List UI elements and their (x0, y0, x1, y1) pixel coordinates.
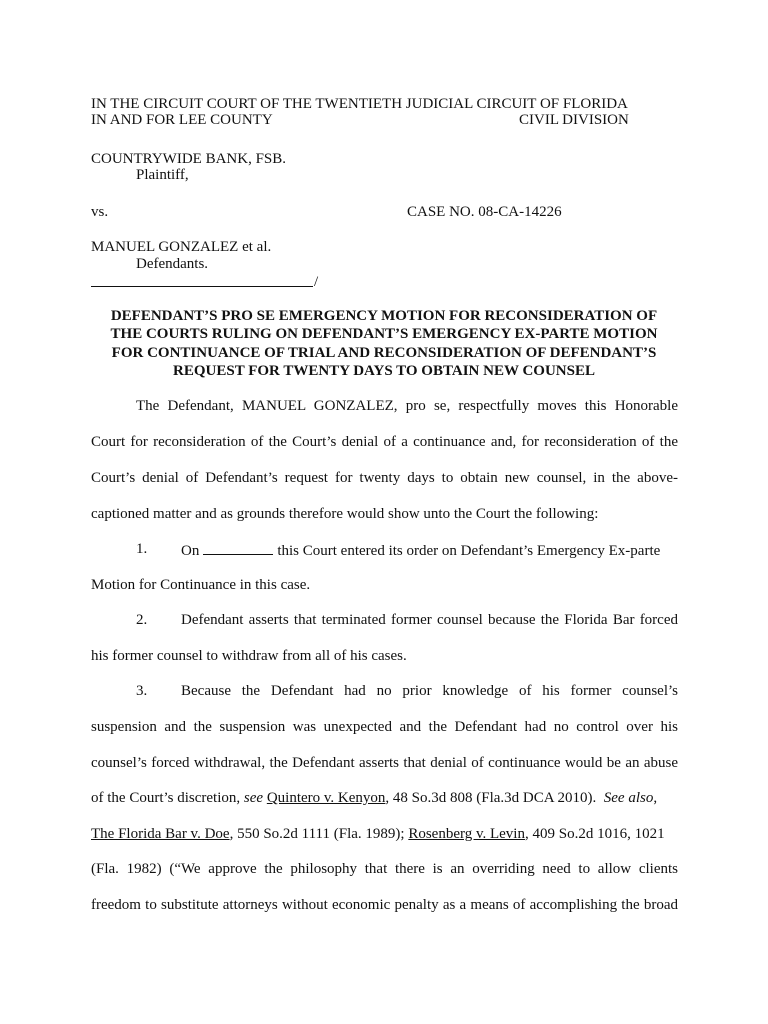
intro-line-3: Court’s denial of Defendant’s request for twenty days to obtain new counsel, in the above- (91, 470, 678, 486)
para-2-line-1: Defendant asserts that terminated former counsel because the Florida Bar forced (181, 612, 678, 628)
para-2-line-2: his former counsel to withdraw from all of his cases. (91, 648, 407, 664)
case-florida-bar-doe: The Florida Bar v. Doe (91, 826, 230, 842)
citation-rosenberg: , 409 So.2d 1016, 1021 (524, 826, 665, 842)
para-1-line-2: Motion for Continuance in this case. (91, 577, 311, 593)
signal-see-also: See also (603, 790, 654, 806)
case-number: CASE NO. 08-CA-14226 (407, 204, 562, 220)
intro-line-2: Court for reconsideration of the Court’s denial of a continuance and, for reconsideration of the (91, 434, 678, 450)
motion-title-line-3: FOR CONTINUANCE OF TRIAL AND RECONSIDERATION OF DEFENDANT’S (111, 345, 657, 361)
para-3-number: 3. (136, 683, 148, 699)
para-3-line-5 (91, 825, 665, 843)
date-blank (203, 540, 273, 555)
versus-label: vs. (91, 204, 109, 220)
citation-doe: , 550 So.2d 1111 (Fla. 1989); (229, 826, 405, 842)
para-1-number: 1. (136, 541, 148, 557)
motion-title-line-2: THE COURTS RULING ON DEFENDANT’S EMERGENCY EX-PARTE MOTION (110, 326, 658, 342)
citation-quintero: , 48 So.3d 808 (Fla.3d DCA 2010). (385, 790, 597, 806)
para-3-line-4 (91, 789, 657, 807)
court-name-line: IN THE CIRCUIT COURT OF THE TWENTIETH JUDICIAL CIRCUIT OF FLORIDA (91, 96, 628, 112)
citation-lead: of the Court’s discretion, (91, 790, 241, 806)
para-1-on: On (181, 543, 200, 559)
comma: , (653, 790, 658, 806)
para-1-line-1 (181, 540, 660, 560)
para-3-line-1: Because the Defendant had no prior knowledge of his former counsel’s (181, 683, 678, 699)
para-3-line-7: freedom to substitute attorneys without economic penalty as a means of accomplishing the broad (91, 897, 678, 913)
intro-line-1: The Defendant, MANUEL GONZALEZ, pro se, respectfully moves this Honorable (136, 398, 678, 414)
motion-title-line-1: DEFENDANT’S PRO SE EMERGENCY MOTION FOR RECONSIDERATION OF (110, 308, 658, 324)
para-1-rest: this Court entered its order on Defendant’s Emergency Ex-parte (277, 543, 661, 559)
plaintiff-name: COUNTRYWIDE BANK, FSB. (91, 151, 287, 167)
motion-title-line-4: REQUEST FOR TWENTY DAYS TO OBTAIN NEW COUNSEL (173, 363, 595, 379)
intro-line-4: captioned matter and as grounds therefore would show unto the Court the following: (91, 506, 599, 522)
defendant-role: Defendants. (136, 256, 209, 272)
plaintiff-role: Plaintiff, (136, 167, 189, 183)
case-rosenberg: Rosenberg v. Levin (408, 826, 525, 842)
case-quintero: Quintero v. Kenyon (266, 790, 386, 806)
para-3-line-6: (Fla. 1982) (“We approve the philosophy that there is an overriding need to allow clients (91, 861, 678, 877)
para-2-number: 2. (136, 612, 148, 628)
caption-rule (91, 286, 313, 287)
county-line: IN AND FOR LEE COUNTY (91, 112, 273, 128)
caption-slash: / (314, 274, 319, 290)
para-3-line-2: suspension and the suspension was unexpected and the Defendant had no control over his (91, 719, 678, 735)
defendant-name: MANUEL GONZALEZ et al. (91, 239, 272, 255)
division-label: CIVIL DIVISION (519, 112, 629, 128)
signal-see: see (243, 790, 264, 806)
para-3-line-3: counsel’s forced withdrawal, the Defendant asserts that denial of continuance would be an abuse (91, 755, 678, 771)
